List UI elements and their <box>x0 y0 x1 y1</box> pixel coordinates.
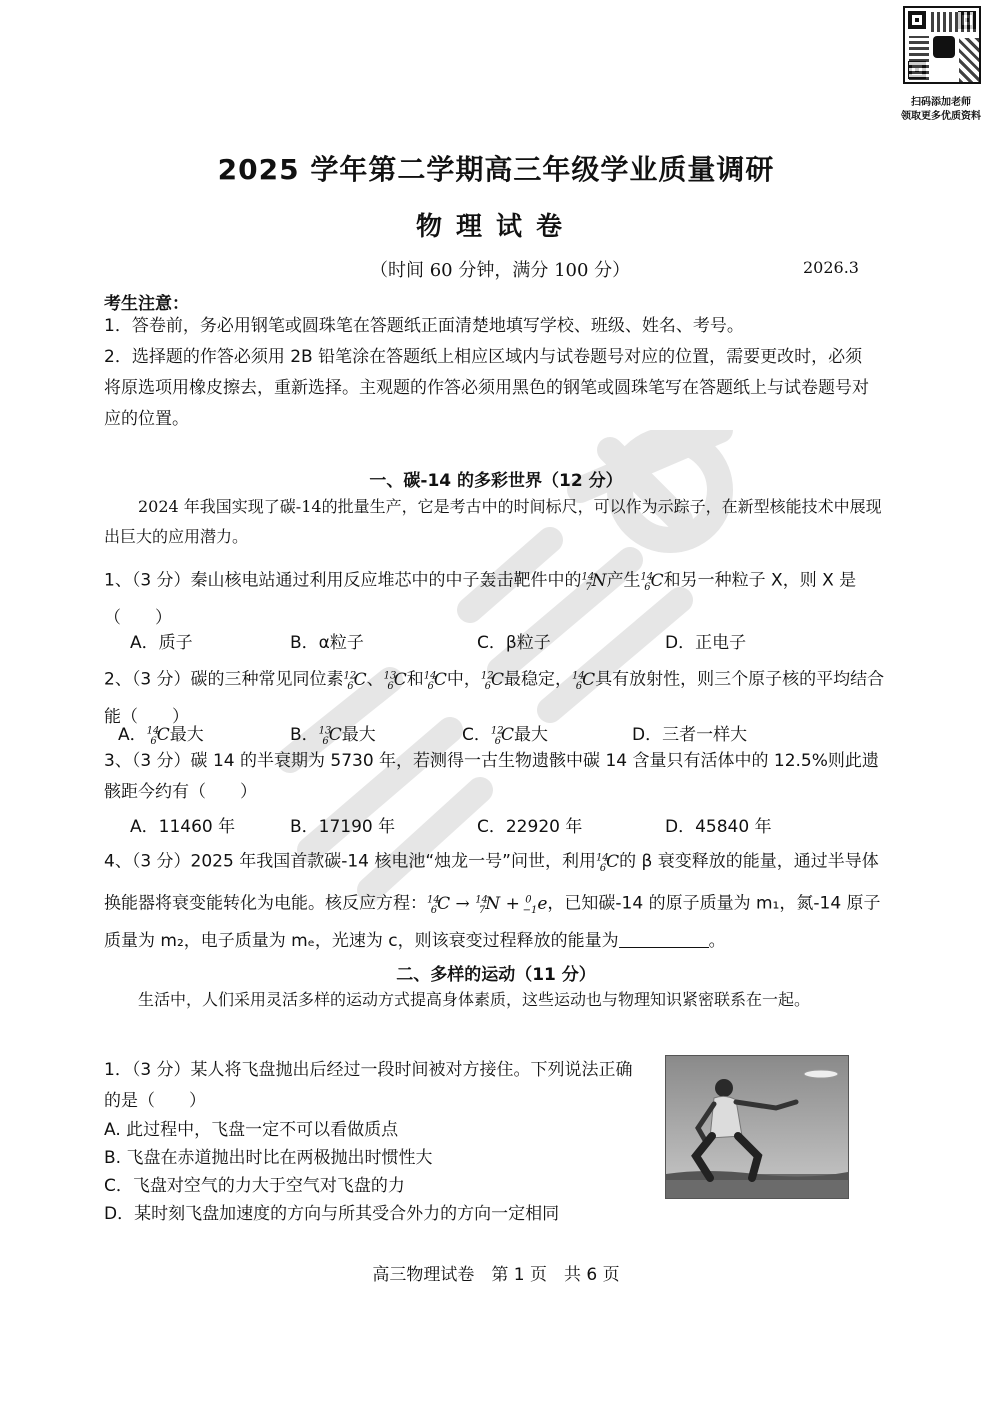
question-1-3: 3、（3 分）碳 14 的半衰期为 5730 年，若测得一古生物遗骸中碳 14 含量只有活体中的 12.5%则此遗骸距今约有（ ） <box>104 751 879 802</box>
frisbee-photo <box>665 1055 849 1199</box>
section-1-intro: 2024 年我国实现了碳-14的批量生产，它是考古中的时间标尺，可以作为示踪子，在新型核能技术中展现出巨大的应用潜力。 <box>104 497 882 546</box>
nuclide-c14: $^{14}_6$C <box>640 570 664 594</box>
exam-title: 2025 学年第二学期高三年级学业质量调研 <box>217 153 775 186</box>
q1-option-b: B．α粒子 <box>290 633 364 653</box>
exam-date: 2026.3 <box>803 258 859 277</box>
q1-option-d: D．正电子 <box>665 633 747 653</box>
qr-caption-line2: 领取更多优质资料 <box>901 111 981 122</box>
q2-option-b: B．$^{13}_6$C最大 <box>290 725 376 748</box>
q1-option-c: C．β粒子 <box>477 633 551 653</box>
q1-prefix: 1、（3 分）秦山核电站通过利用反应堆芯中的中子轰击靶件中的 <box>104 570 582 591</box>
qr-pattern <box>909 36 929 80</box>
q1-option-a: A．质子 <box>130 633 193 653</box>
section-1-heading: 一、碳-14 的多彩世界（12 分） <box>369 471 623 491</box>
q1-mid: 产生 <box>606 570 641 591</box>
q4-part4: 。 <box>708 931 726 952</box>
wechat-icon <box>933 36 955 58</box>
qr-pattern <box>931 12 977 32</box>
q3-option-c: C．22920 年 <box>477 817 583 837</box>
decay-equation: $^{14}_6$C → $^{14}_7$N + $^0_{-1}$e <box>427 893 548 917</box>
nuclide-c14: $^{14}_6$C <box>596 851 620 875</box>
q2-mid2: 最稳定， <box>504 669 573 690</box>
notice-heading: 考生注意： <box>104 294 189 314</box>
nuclide-c14: $^{14}_6$C <box>572 669 596 693</box>
q4-part1: 4、（3 分）2025 年我国首款碳-14 核电池“烛龙一号”问世，利用 <box>104 851 596 872</box>
nuclide-c13: $^{13}_6$C <box>383 669 407 693</box>
q2-1-option-c: C．飞盘对空气的力大于空气对飞盘的力 <box>104 1176 405 1196</box>
q2-option-d: D．三者一样大 <box>632 725 748 745</box>
page-footer: 高三物理试卷 第 1 页 共 6 页 <box>372 1265 620 1285</box>
q1-suffix: 和另一种粒子 X，则 X 是（ ） <box>104 570 857 629</box>
q2-1-option-b: B. 飞盘在赤道抛出时比在两极抛出时惯性大 <box>104 1148 433 1168</box>
exam-subtitle: 物理试卷 <box>415 212 576 242</box>
q2-1-option-a: A. 此过程中，飞盘一定不可以看做质点 <box>104 1120 399 1140</box>
question-1-1 <box>104 561 894 634</box>
q2-prefix: 2、（3 分）碳的三种常见同位素 <box>104 669 344 690</box>
q2-option-a: A．$^{14}_6$C最大 <box>118 725 204 748</box>
q4-part3: ，已知碳-14 的原子质量为 m₁，氮-14 原子质量为 m₂，电子质量为 mₑ，光速为 c，则该衰变过程释放的能量为 <box>104 893 881 952</box>
frisbee-thrower-illustration <box>666 1056 848 1198</box>
q4-part2: 的 β 衰变释放的能量，通过半导体换能器将衰变能转化为电能。核反应方程： <box>104 851 879 914</box>
section-2-intro: 生活中，人们采用灵活多样的运动方式提高身体素质，这些运动也与物理知识紧密联系在一起。 <box>138 990 811 1009</box>
q2-sep: 和 <box>406 669 424 690</box>
q3-option-b: B．17190 年 <box>290 817 396 837</box>
q3-option-d: D．45840 年 <box>665 817 772 837</box>
section-2-heading: 二、多样的运动（11 分） <box>396 965 596 985</box>
exam-time-info: （时间 60 分钟，满分 100 分） <box>370 260 631 281</box>
nuclide-c12: $^{12}_6$C <box>480 669 505 693</box>
qr-caption-line1: 扫码添加老师 <box>911 97 971 108</box>
q2-mid: 中， <box>446 669 481 690</box>
notice-item-2: 2．选择题的作答必须用 2B 铅笔涂在答题纸上相应区域内与试卷题号对应的位置，需要更改时，必须将原选项用橡皮擦去，重新选择。主观题的作答必须用黑色的钢笔或圆珠笔写在答题纸上与试卷题号对应的位置。 <box>104 347 869 429</box>
notice-item-1: 1．答卷前，务必用钢笔或圆珠笔在答题纸正面清楚地填写学校、班级、姓名、考号。 <box>104 316 744 336</box>
question-2-1-stem: 1．（3 分）某人将飞盘抛出后经过一段时间被对方接住。下列说法正确的是（ ） <box>104 1060 633 1111</box>
q2-suffix: 具有放射性，则三个原子核的平均结合能（ ） <box>104 669 885 728</box>
qr-code <box>903 6 981 84</box>
q2-option-c: C．$^{12}_6$C最大 <box>462 725 548 748</box>
frisbee-icon <box>804 1070 838 1078</box>
qr-pattern <box>959 38 979 82</box>
nuclide-c14: $^{14}_6$C <box>423 669 447 693</box>
q2-sep: 、 <box>366 669 384 690</box>
question-1-4 <box>104 842 894 957</box>
q3-option-a: A．11460 年 <box>130 817 236 837</box>
answer-blank[interactable] <box>619 929 709 948</box>
qr-finder-top-left <box>908 11 926 29</box>
q2-1-option-d: D．某时刻飞盘加速度的方向与所其受合外力的方向一定相同 <box>104 1204 560 1224</box>
nuclide-c12: $^{12}_6$C <box>343 669 367 693</box>
qr-caption <box>895 96 987 124</box>
nuclide-n14: $^{14}_7$N <box>581 570 607 594</box>
